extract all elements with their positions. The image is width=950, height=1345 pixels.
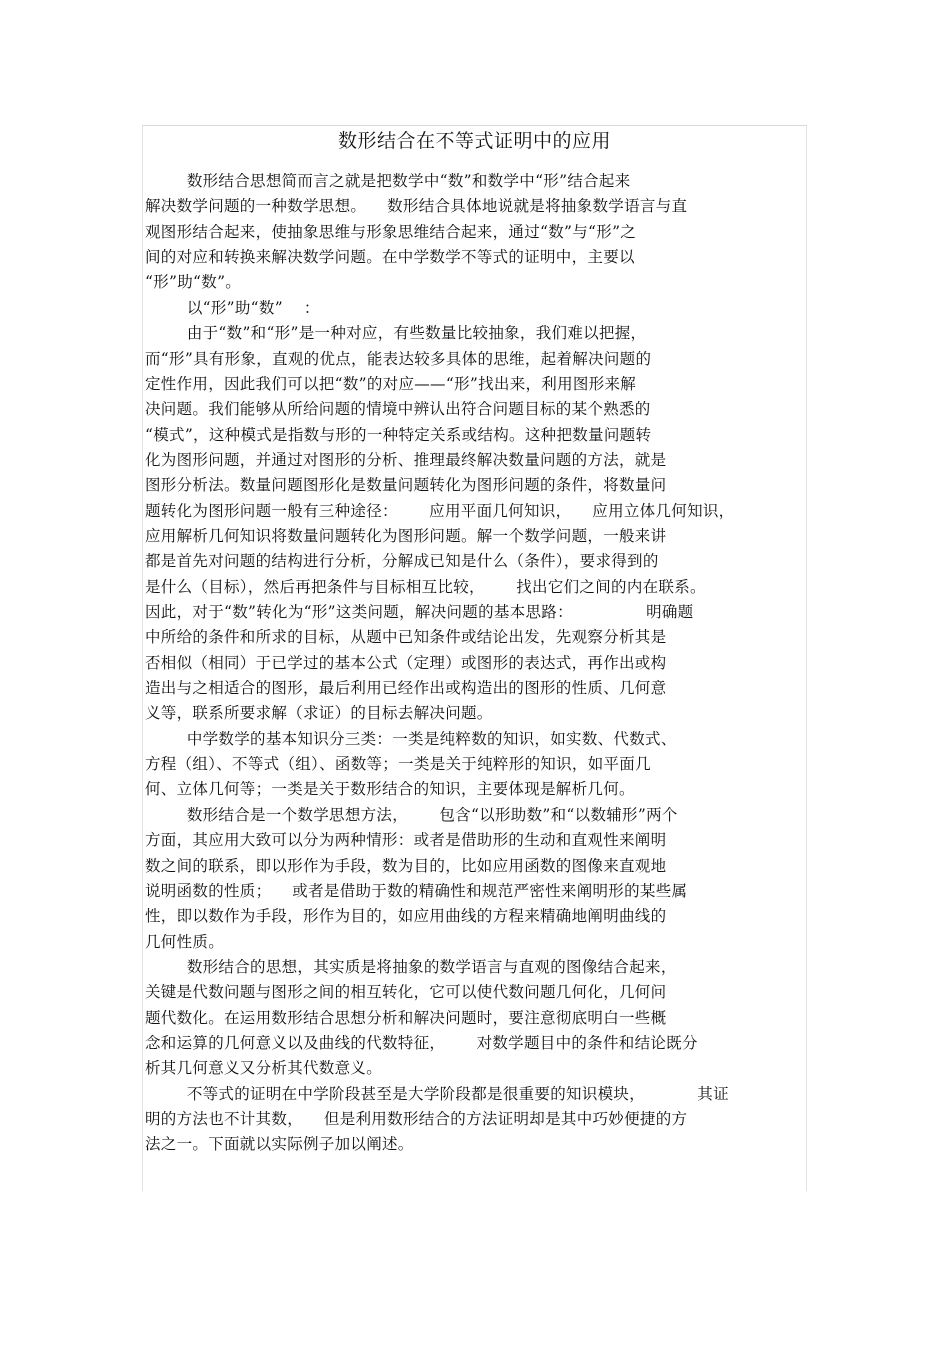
document-title: 数形结合在不等式证明中的应用 — [337, 130, 611, 152]
paragraph-line: 何、立体几何等；一类是关于数形结合的知识，主要体现是解析几何。 — [145, 780, 635, 799]
paragraph-line: “形”助“数”。 — [145, 273, 242, 292]
paragraph-line: 化为图形问题，并通过对图形的分析、推理最终解决数量问题的方法，就是 — [145, 450, 667, 469]
paragraph-line: “模式”，这种模式是指数与形的一种特定关系或结构。这种把数量问题转 — [145, 425, 652, 444]
paragraph-line: 几何性质。 — [145, 932, 225, 951]
paragraph-line: 因此，对于“数”转化为“形”这类问题，解决问题的基本思路： 明确题 — [145, 603, 694, 621]
paragraph-line: 题转化为图形问题一般有三种途径： 应用平面几何知识， 应用立体几何知识， — [145, 501, 735, 520]
paragraph-line: 由于“数”和“形”是一种对应，有些数量比较抽象，我们难以把握， — [145, 324, 647, 343]
paragraph-line: 数形结合的思想，其实质是将抽象的数学语言与直观的图像结合起来， — [145, 957, 677, 976]
paragraph-line: 而“形”具有形象，直观的优点，能表达较多具体的思维，起着解决问题的 — [145, 349, 652, 368]
paragraph-line: 数形结合思想简而言之就是把数学中“数”和数学中“形”结合起来 — [145, 172, 631, 190]
paragraph-line: 否相似（相同）于已学过的基本公式（定理）或图形的表达式，再作出或构 — [145, 653, 667, 672]
paragraph-line: 法之一。下面就以实际例子加以阐述。 — [145, 1135, 414, 1154]
paragraph-line: 解决数学问题的一种数学思想。 数形结合具体地说就是将抽象数学语言与直 — [145, 197, 688, 216]
paragraph-line: 义等，联系所要求解（求证）的目标去解决问题。 — [145, 704, 493, 723]
paragraph-line: 方程（组）、不等式（组）、函数等；一类是关于纯粹形的知识，如平面几 — [145, 755, 651, 774]
paragraph-line: 性，即以数作为手段，形作为目的，如应用曲线的方程来精确地阐明曲线的 — [145, 907, 667, 926]
paragraph-line: 中学数学的基本知识分三类：一类是纯粹数的知识，如实数、代数式、 — [145, 729, 677, 748]
paragraph-line: 造出与之相适合的图形，最后利用已经作出或构造出的图形的性质、几何意 — [145, 679, 667, 697]
paragraph-line: 数之间的联系，即以形作为手段，数为目的，比如应用函数的图像来直观地 — [145, 856, 667, 875]
paragraph-line: 题代数化。在运用数形结合思想分析和解决问题时，要注意彻底明白一些概 — [145, 1008, 667, 1027]
paragraph-line: 明的方法也不计其数， 但是利用数形结合的方法证明却是其中巧妙便捷的方 — [145, 1110, 688, 1128]
paragraph-line: 念和运算的几何意义以及曲线的代数特征， 对数学题目中的条件和结论既分 — [145, 1033, 698, 1052]
paragraph-line: 应用解析几何知识将数量问题转化为图形问题。解一个数学问题，一般来讲 — [145, 526, 667, 545]
paragraph-line: 决问题。我们能够从所给问题的情境中辨认出符合问题目标的某个熟悉的 — [145, 400, 651, 419]
paragraph-line: 中所给的条件和所求的目标，从题中已知条件或结论出发，先观察分析其是 — [145, 628, 667, 647]
paragraph-line: 是什么（目标），然后再把条件与目标相互比较， 找出它们之间的内在联系。 — [145, 577, 706, 596]
paragraph-line: 析其几何意义又分析其代数意义。 — [145, 1059, 383, 1078]
paragraph-line: 不等式的证明在中学阶段甚至是大学阶段都是很重要的知识模块， 其证 — [145, 1084, 729, 1103]
paragraph-line: 观图形结合起来，使抽象思维与形象思维结合起来，通过“数”与“形”之 — [145, 222, 637, 241]
paragraph-line: 方面，其应用大致可以分为两种情形：或者是借助形的生动和直观性来阐明 — [145, 831, 667, 850]
paragraph-line: 关键是代数问题与图形之间的相互转化，它可以使代数问题几何化，几何问 — [145, 983, 667, 1002]
paragraph-line: 间的对应和转换来解决数学问题。在中学数学不等式的证明中，主要以 — [145, 248, 635, 267]
paragraph-line: 定性作用，因此我们可以把“数”的对应——“形”找出来，利用图形来解 — [145, 374, 637, 393]
paragraph-line: 说明函数的性质； 或者是借助于数的精确性和规范严密性来阐明形的某些属 — [145, 881, 688, 900]
paragraph-line: 数形结合是一个数学思想方法， 包含“以形助数”和“以数辅形”两个 — [145, 805, 678, 824]
paragraph-line: 都是首先对问题的结构进行分析，分解成已知是什么（条件），要求得到的 — [145, 552, 659, 571]
paragraph-line: 图形分析法。数量问题图形化是数量问题转化为图形问题的条件，将数量问 — [145, 476, 667, 495]
paragraph-line: 以“形”助“数” ： — [145, 298, 320, 317]
